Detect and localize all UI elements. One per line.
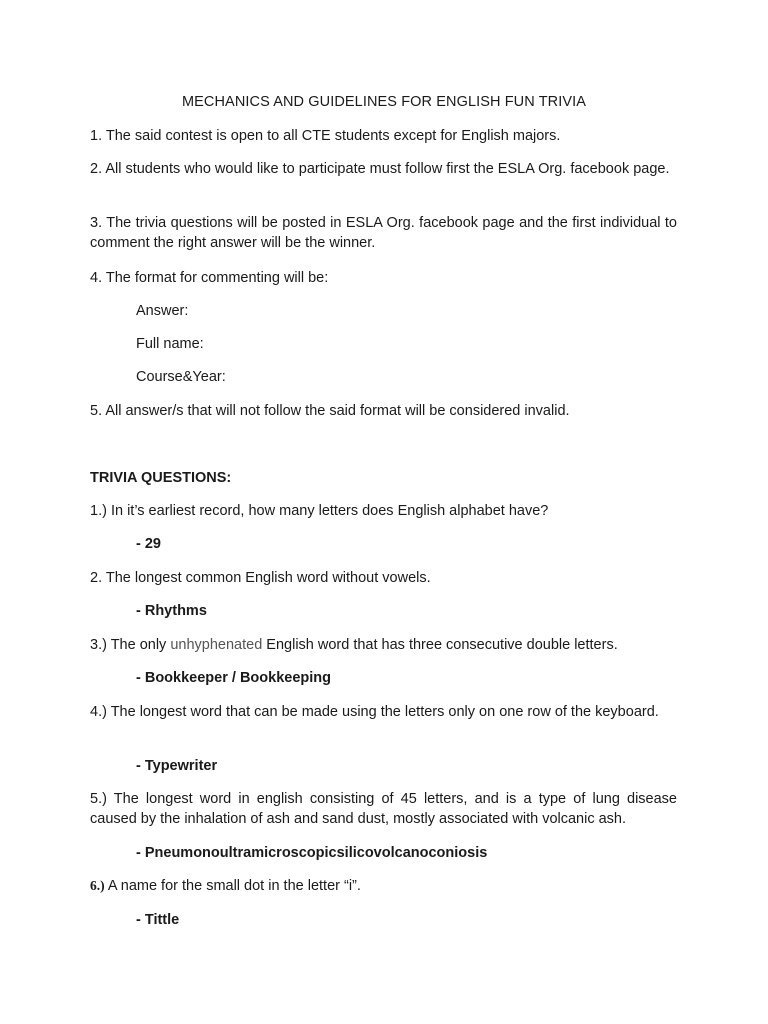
question-6-text: A name for the small dot in the letter “i”.: [104, 878, 361, 894]
question-5: 5.) The longest word in english consisting of 45 letters, and is a type of lung disease caused by the inhalation of ash and sand dust, mostly associated with volcanic ash.: [90, 791, 677, 827]
trivia-heading: TRIVIA QUESTIONS:: [90, 470, 232, 486]
question-3: [90, 635, 677, 655]
answer-6: - Tittle: [136, 912, 180, 928]
rule-4: 4. The format for commenting will be:: [90, 270, 329, 286]
rule-2: 2. All students who would like to participate must follow first the ESLA Org. facebook page.: [90, 161, 670, 177]
rule-3: 3. The trivia questions will be posted in ESLA Org. facebook page and the first individual to comment the right answer will be the winner.: [90, 215, 677, 251]
format-field-course-year: Course&Year:: [136, 369, 226, 385]
question-3-post: English word that has three consecutive double letters.: [262, 637, 618, 653]
question-3-highlight: unhyphenated: [170, 637, 263, 653]
question-2: 2. The longest common English word without vowels.: [90, 570, 431, 586]
question-4: 4.) The longest word that can be made using the letters only on one row of the keyboard.: [90, 704, 659, 720]
answer-3: - Bookkeeper / Bookkeeping: [136, 670, 331, 686]
question-6: [90, 876, 677, 896]
question-6-number: 6.): [90, 878, 105, 893]
question-3-pre: 3.) The only: [90, 637, 171, 653]
format-field-answer: Answer:: [136, 303, 189, 319]
answer-4: - Typewriter: [136, 758, 218, 774]
answer-1: - 29: [136, 536, 161, 552]
rule-1: 1. The said contest is open to all CTE students except for English majors.: [90, 128, 561, 144]
rule-5: 5. All answer/s that will not follow the said format will be considered invalid.: [90, 403, 570, 419]
format-field-full-name: Full name:: [136, 336, 204, 352]
answer-5: - Pneumonoultramicroscopicsilicovolcanoconiosis: [136, 845, 488, 861]
answer-2: - Rhythms: [136, 603, 207, 619]
question-1: 1.) In it’s earliest record, how many letters does English alphabet have?: [90, 503, 549, 519]
document-title: MECHANICS AND GUIDELINES FOR ENGLISH FUN TRIVIA: [181, 94, 587, 110]
